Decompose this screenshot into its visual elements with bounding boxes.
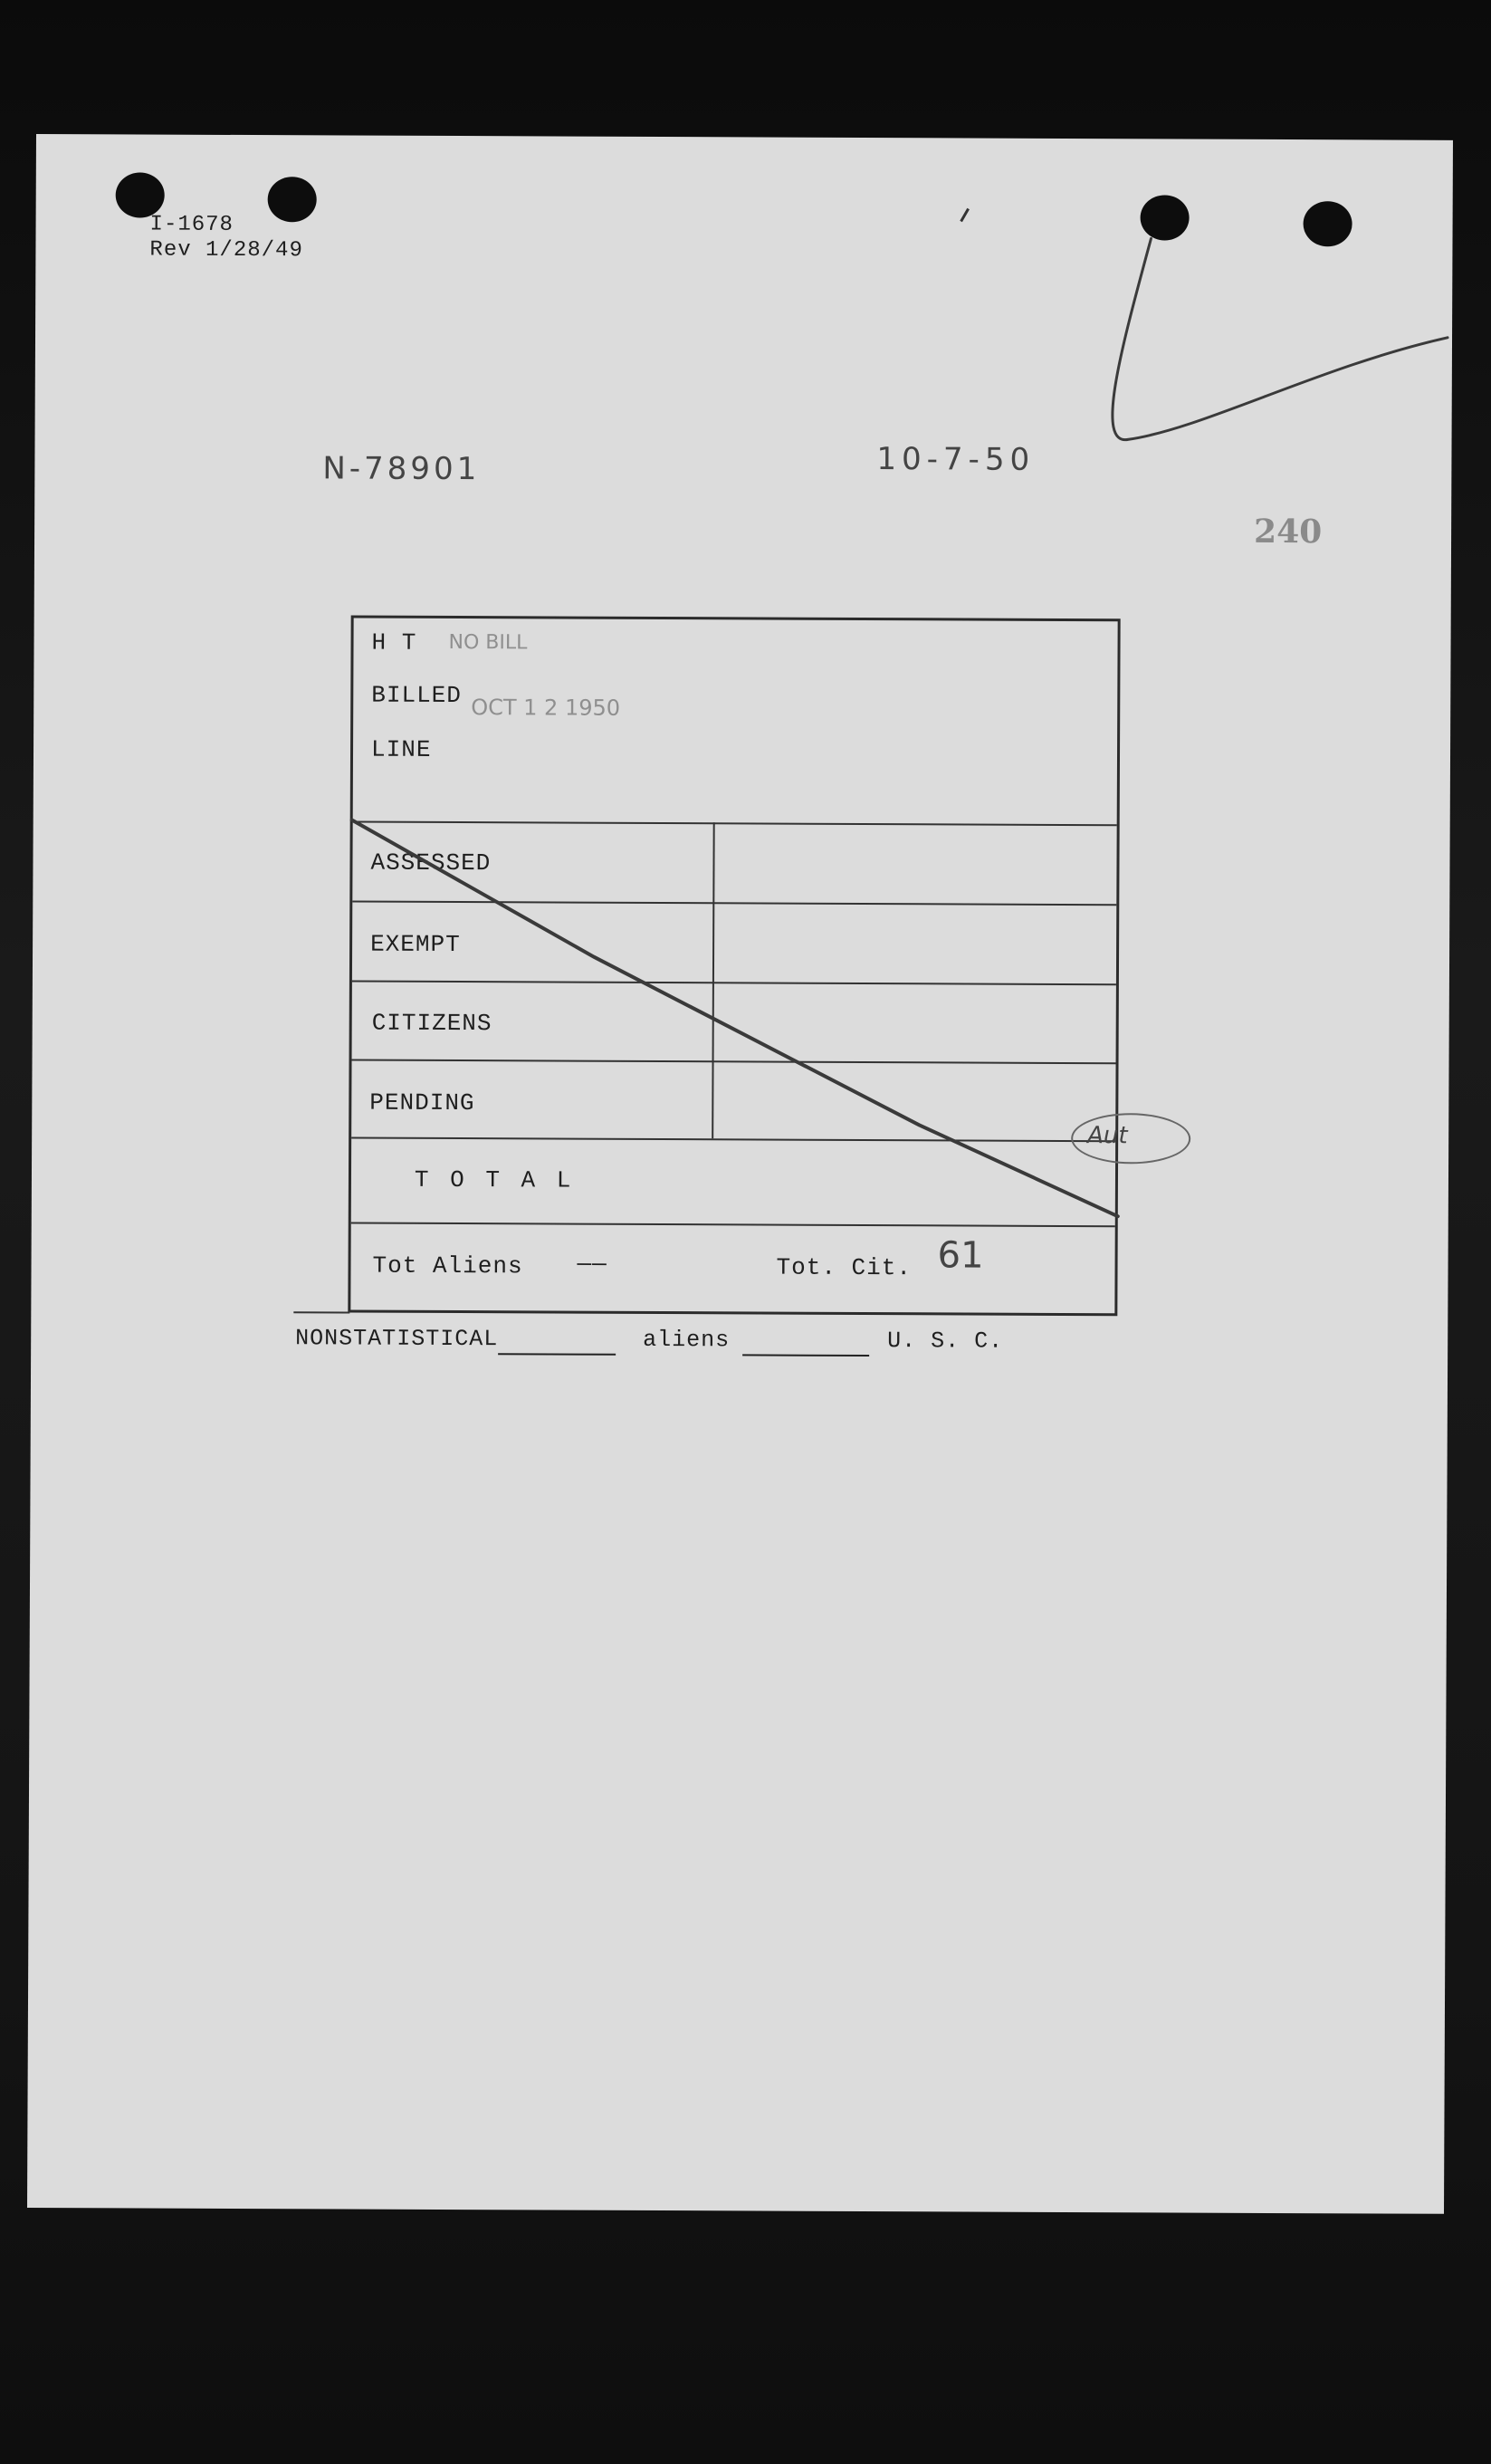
citizens-label: CITIZENS bbox=[371, 1009, 492, 1038]
pending-label: PENDING bbox=[369, 1088, 475, 1117]
tot-cit-label: Tot. Cit. bbox=[776, 1253, 913, 1282]
tot-aliens-value: —— bbox=[577, 1250, 607, 1278]
tot-aliens-label: Tot Aliens bbox=[372, 1251, 523, 1280]
form-number: I-1678 bbox=[149, 212, 234, 237]
nonstatistical-label: NONSTATISTICAL bbox=[295, 1325, 499, 1353]
tot-cit-value: 61 bbox=[937, 1234, 984, 1277]
file-number: N-78901 bbox=[322, 450, 481, 488]
billed-stamp: OCT 1 2 1950 bbox=[471, 695, 621, 721]
ht-label: H T bbox=[371, 628, 417, 657]
handwritten-date: 10-7-50 bbox=[876, 441, 1036, 478]
ht-stamp: NO BILL bbox=[448, 630, 528, 655]
top-tick-mark bbox=[961, 208, 969, 221]
pen-strokes bbox=[27, 134, 1453, 2214]
strike-through-line bbox=[350, 820, 1120, 1217]
billed-label: BILLED bbox=[371, 681, 462, 710]
aliens-label: aliens bbox=[643, 1326, 731, 1354]
margin-check-stroke bbox=[1113, 238, 1448, 441]
page-number: 240 bbox=[1254, 512, 1323, 551]
usc-label: U. S. C. bbox=[887, 1328, 1004, 1355]
initials: Aut bbox=[1087, 1122, 1128, 1150]
form-revision: Rev 1/28/49 bbox=[149, 237, 303, 264]
total-label: T O T A L bbox=[414, 1165, 575, 1194]
exempt-label: EXEMPT bbox=[370, 930, 461, 959]
document-sheet bbox=[27, 134, 1453, 2214]
line-label: LINE bbox=[370, 735, 432, 763]
assessed-label: ASSESSED bbox=[370, 848, 492, 877]
